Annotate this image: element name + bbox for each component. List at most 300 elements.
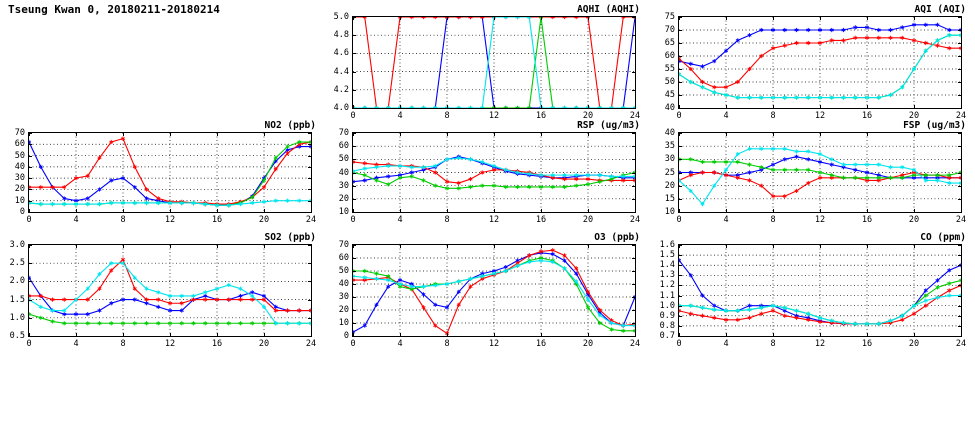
x-axis-tick xyxy=(447,17,448,20)
series-marker xyxy=(621,16,625,19)
series-marker xyxy=(504,16,508,19)
chart-panel-no2 xyxy=(2,120,318,229)
x-axis-tick xyxy=(217,209,218,212)
x-axis-tick-label: 4 xyxy=(723,111,729,121)
x-axis-tick-label: 8 xyxy=(770,215,776,225)
y-axis-tick-label: 1.4 xyxy=(659,260,675,271)
y-axis-tick xyxy=(679,296,682,297)
x-axis-tick xyxy=(400,133,401,136)
x-axis-tick xyxy=(820,209,821,212)
y-axis-tick xyxy=(29,263,32,264)
x-axis-tick-label: 8 xyxy=(770,339,776,349)
x-axis-tick xyxy=(867,209,868,212)
y-axis-tick-label: 30 xyxy=(338,292,349,302)
x-axis-tick xyxy=(773,333,774,336)
series-marker xyxy=(422,16,426,19)
x-axis-tick xyxy=(588,105,589,108)
series-marker xyxy=(386,106,390,109)
y-axis-tick xyxy=(679,285,682,286)
x-axis-tick xyxy=(914,105,915,108)
y-axis-tick-label: 4.0 xyxy=(333,103,349,113)
x-axis-tick xyxy=(400,245,401,248)
y-axis-tick xyxy=(29,300,32,301)
x-axis-tick xyxy=(29,133,30,136)
y-axis-tick xyxy=(958,82,961,83)
x-axis-tick-label: 0 xyxy=(676,111,682,121)
y-axis-tick xyxy=(29,281,32,282)
y-axis-tick-label: 45 xyxy=(664,90,675,100)
series-marker xyxy=(610,106,614,109)
y-axis-tick xyxy=(679,186,682,187)
y-axis-tick-label: 15 xyxy=(664,193,675,204)
series-marker xyxy=(363,16,367,19)
x-axis-tick xyxy=(914,17,915,20)
y-axis-tick xyxy=(958,159,961,160)
x-axis-tick-label: 16 xyxy=(535,215,547,225)
x-axis-tick xyxy=(353,209,354,212)
y-axis-tick xyxy=(29,336,32,337)
x-axis-tick xyxy=(447,333,448,336)
x-axis-tick-label: 0 xyxy=(350,111,356,121)
series-marker xyxy=(516,106,520,109)
x-axis-tick-label: 16 xyxy=(535,111,547,121)
x-axis-tick-label: 8 xyxy=(120,215,126,225)
x-axis-tick-label: 0 xyxy=(26,339,32,349)
y-axis-tick xyxy=(958,30,961,31)
series-line xyxy=(353,17,635,108)
y-axis-tick xyxy=(308,178,311,179)
x-axis-tick xyxy=(867,133,868,136)
x-axis-tick xyxy=(494,245,495,248)
y-axis-tick-label: 70 xyxy=(338,240,349,250)
y-axis-tick xyxy=(958,336,961,337)
y-axis-tick xyxy=(679,108,682,109)
x-axis-tick-label: 20 xyxy=(582,215,594,225)
x-axis-tick-label: 24 xyxy=(955,111,967,121)
chart-title-fsp: FSP (ug/m3) xyxy=(903,120,966,131)
y-axis-tick-label: 0 xyxy=(19,207,25,217)
plot-series-layer xyxy=(29,245,311,336)
series-marker xyxy=(480,16,484,19)
y-axis-tick xyxy=(679,159,682,160)
x-axis-tick xyxy=(588,245,589,248)
x-axis-tick xyxy=(726,133,727,136)
x-axis-tick-label: 16 xyxy=(211,339,223,349)
x-axis-tick-label: 20 xyxy=(258,215,270,225)
x-axis-tick-label: 12 xyxy=(488,215,500,225)
y-axis-tick xyxy=(958,285,961,286)
y-axis-tick-label: 20 xyxy=(14,184,25,195)
x-axis-tick-label: 24 xyxy=(629,339,641,349)
x-axis-tick xyxy=(635,333,636,336)
plot-frame xyxy=(352,16,636,109)
x-axis-tick-label: 4 xyxy=(723,339,729,349)
page-title: Tseung Kwan 0, 20180211-20180214 xyxy=(8,3,220,16)
y-axis-tick xyxy=(353,53,356,54)
x-axis-tick xyxy=(635,245,636,248)
y-axis-tick xyxy=(308,189,311,190)
y-axis-tick-label: 1.6 xyxy=(659,240,675,250)
y-axis-tick-label: 70 xyxy=(338,128,349,138)
x-axis-tick xyxy=(170,133,171,136)
y-axis-tick-label: 50 xyxy=(338,266,349,276)
y-axis-tick-label: 55 xyxy=(664,64,675,74)
y-axis-tick xyxy=(958,95,961,96)
x-axis-tick xyxy=(541,333,542,336)
x-axis-tick-label: 12 xyxy=(164,215,176,225)
series-marker xyxy=(504,106,508,109)
x-axis-tick xyxy=(635,209,636,212)
y-axis-tick xyxy=(308,300,311,301)
x-axis-tick xyxy=(588,209,589,212)
y-axis-tick xyxy=(308,144,311,145)
y-axis-tick xyxy=(353,173,356,174)
x-axis-tick-label: 0 xyxy=(350,339,356,349)
plot-series-layer xyxy=(353,17,635,108)
y-axis-tick xyxy=(308,336,311,337)
x-axis-tick xyxy=(820,17,821,20)
y-axis-tick xyxy=(353,284,356,285)
plot-frame xyxy=(28,244,312,337)
chart-title-o3: O3 (ppb) xyxy=(594,232,640,243)
chart-title-co: CO (ppm) xyxy=(920,232,966,243)
x-axis-tick xyxy=(914,133,915,136)
y-axis-tick xyxy=(958,173,961,174)
y-axis-tick-label: 40 xyxy=(664,128,675,138)
y-axis-tick xyxy=(632,310,635,311)
plot-frame xyxy=(28,132,312,213)
y-axis-tick xyxy=(29,156,32,157)
y-axis-tick xyxy=(632,108,635,109)
y-axis-tick-label: 25 xyxy=(664,167,675,178)
x-axis-tick xyxy=(726,105,727,108)
x-axis-tick xyxy=(217,133,218,136)
x-axis-tick xyxy=(400,209,401,212)
y-axis-tick xyxy=(353,258,356,259)
y-axis-tick-label: 10 xyxy=(664,207,675,217)
y-axis-tick xyxy=(353,159,356,160)
x-axis-tick xyxy=(494,133,495,136)
plot-series-layer xyxy=(679,245,961,336)
x-axis-tick xyxy=(679,17,680,20)
x-axis-tick xyxy=(773,105,774,108)
y-axis-tick xyxy=(632,186,635,187)
x-axis-tick-label: 16 xyxy=(861,339,873,349)
y-axis-tick xyxy=(958,212,961,213)
y-axis-tick xyxy=(958,199,961,200)
x-axis-tick xyxy=(541,209,542,212)
y-axis-tick xyxy=(632,159,635,160)
y-axis-tick-label: 1.0 xyxy=(659,300,675,311)
x-axis-tick xyxy=(679,245,680,248)
chart-title-rsp: RSP (ug/m3) xyxy=(577,120,640,131)
plot-series-layer xyxy=(679,133,961,212)
y-axis-tick-label: 0.8 xyxy=(659,320,675,331)
y-axis-tick-label: 30 xyxy=(664,154,675,165)
x-axis-tick xyxy=(170,245,171,248)
y-axis-tick-label: 30 xyxy=(338,180,349,191)
x-axis-tick xyxy=(311,209,312,212)
series-marker xyxy=(422,106,426,109)
x-axis-tick-label: 24 xyxy=(305,215,317,225)
x-axis-tick xyxy=(773,133,774,136)
y-axis-tick-label: 60 xyxy=(338,141,349,152)
x-axis-tick xyxy=(635,17,636,20)
y-axis-tick xyxy=(958,255,961,256)
series-marker xyxy=(433,106,437,109)
x-axis-tick xyxy=(541,105,542,108)
y-axis-tick xyxy=(679,326,682,327)
x-axis-tick-label: 20 xyxy=(908,339,920,349)
plot-series-layer xyxy=(29,133,311,212)
plot-frame xyxy=(352,244,636,337)
series-line xyxy=(679,260,961,324)
x-axis-tick xyxy=(961,209,962,212)
series-marker xyxy=(551,16,555,19)
y-axis-tick-label: 50 xyxy=(664,77,675,87)
x-axis-tick-label: 8 xyxy=(444,215,450,225)
x-axis-tick xyxy=(867,333,868,336)
x-axis-tick xyxy=(123,245,124,248)
series-marker xyxy=(480,106,484,109)
x-axis-tick-label: 4 xyxy=(73,339,79,349)
y-axis-tick xyxy=(958,108,961,109)
y-axis-tick xyxy=(679,336,682,337)
x-axis-tick xyxy=(353,105,354,108)
y-axis-tick xyxy=(679,30,682,31)
y-axis-tick xyxy=(353,212,356,213)
x-axis-tick-label: 12 xyxy=(488,111,500,121)
plot-frame xyxy=(678,244,962,337)
series-line xyxy=(353,17,635,108)
y-axis-tick-label: 50 xyxy=(338,154,349,165)
x-axis-tick xyxy=(29,333,30,336)
series-marker xyxy=(363,106,367,109)
x-axis-tick xyxy=(123,333,124,336)
y-axis-tick xyxy=(29,318,32,319)
chart-panel-co xyxy=(652,232,968,353)
x-axis-tick-label: 4 xyxy=(73,215,79,225)
series-marker xyxy=(527,106,531,109)
plot-series-layer xyxy=(353,133,635,212)
y-axis-tick xyxy=(958,275,961,276)
x-axis-tick-label: 8 xyxy=(770,111,776,121)
x-axis-tick-label: 0 xyxy=(26,215,32,225)
y-axis-tick xyxy=(353,146,356,147)
x-axis-tick xyxy=(679,209,680,212)
y-axis-tick xyxy=(353,271,356,272)
x-axis-tick xyxy=(867,245,868,248)
x-axis-tick xyxy=(961,245,962,248)
y-axis-tick xyxy=(632,284,635,285)
y-axis-tick xyxy=(632,90,635,91)
y-axis-tick xyxy=(679,69,682,70)
x-axis-tick xyxy=(264,209,265,212)
chart-panel-aqi xyxy=(652,4,968,125)
x-axis-tick-label: 12 xyxy=(814,339,826,349)
plot-frame xyxy=(678,16,962,109)
chart-title-aqi: AQI (AQI) xyxy=(914,4,966,15)
series-marker xyxy=(469,16,473,19)
x-axis-tick xyxy=(400,105,401,108)
x-axis-tick-label: 24 xyxy=(955,215,967,225)
x-axis-tick xyxy=(773,209,774,212)
x-axis-tick-label: 4 xyxy=(397,111,403,121)
y-axis-tick xyxy=(353,72,356,73)
x-axis-tick-label: 16 xyxy=(861,215,873,225)
series-marker xyxy=(375,106,379,109)
x-axis-tick-label: 4 xyxy=(397,215,403,225)
x-axis-tick xyxy=(76,133,77,136)
x-axis-tick xyxy=(914,209,915,212)
x-axis-tick-label: 4 xyxy=(723,215,729,225)
x-axis-tick xyxy=(494,209,495,212)
x-axis-tick-label: 8 xyxy=(444,111,450,121)
y-axis-tick xyxy=(308,281,311,282)
y-axis-tick-label: 65 xyxy=(664,38,675,48)
x-axis-tick xyxy=(29,245,30,248)
y-axis-tick xyxy=(353,199,356,200)
series-marker xyxy=(516,16,520,19)
y-axis-tick-label: 4.6 xyxy=(333,48,349,59)
y-axis-tick-label: 4.8 xyxy=(333,30,349,41)
x-axis-tick xyxy=(311,333,312,336)
series-line xyxy=(353,17,635,108)
y-axis-tick xyxy=(632,173,635,174)
x-axis-tick xyxy=(123,209,124,212)
y-axis-tick-label: 10 xyxy=(338,318,349,328)
x-axis-tick xyxy=(726,17,727,20)
y-axis-tick xyxy=(958,56,961,57)
y-axis-tick xyxy=(632,297,635,298)
series-marker xyxy=(563,106,567,109)
y-axis-tick xyxy=(679,306,682,307)
y-axis-tick-label: 40 xyxy=(14,161,25,172)
x-axis-tick xyxy=(961,133,962,136)
y-axis-tick-label: 0.5 xyxy=(9,331,25,341)
x-axis-tick xyxy=(400,17,401,20)
series-marker xyxy=(527,16,531,19)
y-axis-tick xyxy=(353,186,356,187)
x-axis-tick-label: 24 xyxy=(629,215,641,225)
x-axis-tick xyxy=(447,105,448,108)
y-axis-tick-label: 20 xyxy=(338,305,349,315)
y-axis-tick xyxy=(353,310,356,311)
y-axis-tick-label: 40 xyxy=(664,103,675,113)
x-axis-tick xyxy=(867,17,868,20)
series-marker xyxy=(457,106,461,109)
y-axis-tick xyxy=(308,263,311,264)
x-axis-tick xyxy=(170,209,171,212)
x-axis-tick xyxy=(820,245,821,248)
y-axis-tick xyxy=(29,201,32,202)
y-axis-tick xyxy=(958,43,961,44)
y-axis-tick xyxy=(632,199,635,200)
x-axis-tick-label: 8 xyxy=(444,339,450,349)
x-axis-tick xyxy=(400,333,401,336)
y-axis-tick-label: 10 xyxy=(338,207,349,217)
x-axis-tick xyxy=(29,209,30,212)
y-axis-tick xyxy=(679,95,682,96)
plot-series-layer xyxy=(353,245,635,336)
y-axis-tick xyxy=(679,255,682,256)
y-axis-tick xyxy=(958,326,961,327)
series-marker xyxy=(410,16,414,19)
plot-series-layer xyxy=(679,17,961,108)
x-axis-tick xyxy=(353,333,354,336)
y-axis-tick xyxy=(958,306,961,307)
x-axis-tick xyxy=(123,133,124,136)
y-axis-tick xyxy=(29,189,32,190)
y-axis-tick xyxy=(679,173,682,174)
x-axis-tick xyxy=(679,105,680,108)
y-axis-tick-label: 40 xyxy=(338,167,349,178)
x-axis-tick xyxy=(447,245,448,248)
x-axis-tick-label: 20 xyxy=(258,339,270,349)
y-axis-tick xyxy=(632,146,635,147)
y-axis-tick-label: 20 xyxy=(338,193,349,204)
chart-panel-fsp xyxy=(652,120,968,229)
y-axis-tick-label: 35 xyxy=(664,141,675,152)
series-marker xyxy=(574,16,578,19)
x-axis-tick xyxy=(635,133,636,136)
y-axis-tick-label: 1.5 xyxy=(9,294,25,305)
y-axis-tick-label: 60 xyxy=(14,139,25,150)
y-axis-tick xyxy=(632,323,635,324)
x-axis-tick-label: 8 xyxy=(120,339,126,349)
y-axis-tick xyxy=(353,108,356,109)
series-marker xyxy=(563,16,567,19)
series-marker xyxy=(621,106,625,109)
x-axis-tick xyxy=(76,333,77,336)
x-axis-tick xyxy=(170,333,171,336)
y-axis-tick xyxy=(679,43,682,44)
y-axis-tick xyxy=(353,90,356,91)
y-axis-tick xyxy=(632,336,635,337)
x-axis-tick xyxy=(494,333,495,336)
x-axis-tick xyxy=(76,245,77,248)
y-axis-tick-label: 1.3 xyxy=(659,270,675,281)
x-axis-tick xyxy=(588,17,589,20)
x-axis-tick xyxy=(914,245,915,248)
x-axis-tick-label: 16 xyxy=(861,111,873,121)
y-axis-tick xyxy=(29,167,32,168)
y-axis-tick xyxy=(679,56,682,57)
x-axis-tick-label: 0 xyxy=(676,339,682,349)
x-axis-tick-label: 20 xyxy=(908,215,920,225)
plot-frame xyxy=(352,132,636,213)
y-axis-tick-label: 1.1 xyxy=(659,290,675,301)
x-axis-tick xyxy=(961,333,962,336)
x-axis-tick xyxy=(494,17,495,20)
x-axis-tick xyxy=(217,333,218,336)
x-axis-tick xyxy=(494,105,495,108)
y-axis-tick xyxy=(29,178,32,179)
y-axis-tick-label: 1.5 xyxy=(659,250,675,261)
x-axis-tick xyxy=(541,17,542,20)
x-axis-tick xyxy=(961,105,962,108)
x-axis-tick-label: 24 xyxy=(305,339,317,349)
x-axis-tick xyxy=(264,245,265,248)
x-axis-tick xyxy=(773,245,774,248)
plot-frame xyxy=(678,132,962,213)
x-axis-tick-label: 0 xyxy=(676,215,682,225)
y-axis-tick xyxy=(679,82,682,83)
y-axis-tick xyxy=(958,146,961,147)
series-line xyxy=(29,142,311,205)
x-axis-tick xyxy=(588,333,589,336)
y-axis-tick-label: 60 xyxy=(664,51,675,61)
